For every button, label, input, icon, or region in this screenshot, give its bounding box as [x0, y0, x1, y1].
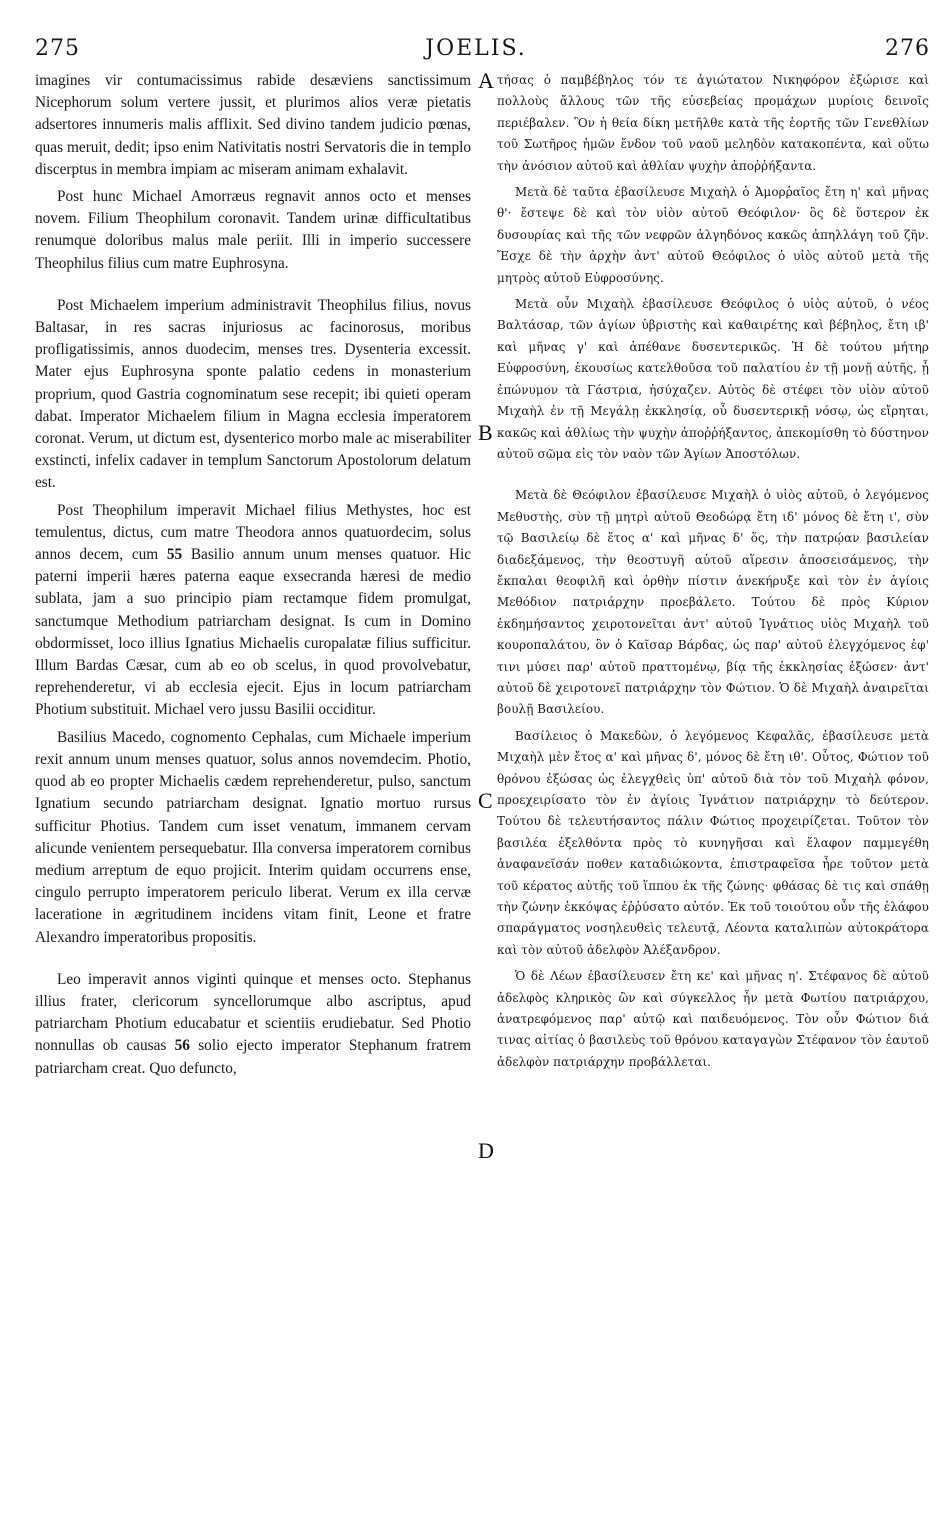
latin-text: Basilio annum unum menses quatuor. Hic paterni imperii hæres paterna eaque exsecranda hæresi de medio sublata, jam a suo principio piam rectamque fidem promulgat, sanctumque Methodium patriarcham designat. Is cum in Domino obdormisset, loco illius Ignatius Michaelis curopalatæ filius sufficitur. Illum Bardas Cæsar, cum ab eo ob scelus, in quod provolvebatur, reprehenderetur, vi ab ecclesia ejecit. Ejus in locum patriarcham Photium substituit. Michael vero jussu Basilii occiditur.	[35, 546, 471, 719]
greek-paragraph: τήσας ὁ παμβέβηλος τόν τε ἁγιώτατον Νικηφόρον ἐξώρισε καὶ πολλοὺς ἄλλους τῶν τῆς εὐσεβείας προμάχων μυρίοις δεινοῖς περιέβαλεν. Ὃν ἡ θεία δίκη μετῆλθε κατὰ τῆς ἑορτῆς τῶν Γενεθλίων τοῦ Σωτῆρος ἡμῶν ἔνδον τοῦ ναοῦ μεληδὸν κατακοπέντα, καὶ οὕτω τὴν ἀνόσιον αὐτοῦ καὶ ἀθλίαν ψυχὴν ἀποῤῥήξαντα.	[497, 73, 929, 173]
greek-paragraph: Ὁ δὲ Λέων ἐβασίλευσεν ἔτη κε' καὶ μῆνας η'. Στέφανος δὲ αὐτοῦ ἀδελφὸς κληρικὸς ὢν καὶ σύγκελλος ἦν μετὰ Φωτίου πατριάρχου, ἀνατρεφόμενος παρ' αὐτῷ καὶ παιδευόμενος. Τὸν οὖν Φώτιον διά τινας αἰτίας ὁ βασιλεὺς τοῦ θρόνου καταγαγὼν Στέφανον τὸν ἑαυτοῦ ἀδελφὸν πατριάρχην προβάλλεται.	[497, 969, 929, 1069]
greek-column	[497, 70, 929, 1520]
left-page-number: 275	[35, 36, 80, 61]
latin-text: Leo imperavit annos viginti quinque et menses octo. Stephanus illius frater, clericorum syncellorumque albo ascriptus, apud patriarcham Photium educabatur et scientiis erudiebatur. Sed Photio nonnullas ob causas	[35, 970, 471, 1055]
latin-text: Post Theophilum imperavit Michael filius Methystes, hoc est temulentus, dictus, cum matre Theodora annos quatuordecim, solus annos decem, cum	[35, 501, 471, 564]
section-marker-b: B	[478, 420, 493, 445]
section-marker-a: A	[478, 68, 494, 93]
latin-paragraph: Post Michaelem imperium administravit Theophilus filius, novus Baltasar, in res sacras injuriosus ac facinorosus, moribus profligatissimis, annos duodecim, menses tres. Dysenteria excessit. Mater ejus Euphrosyna sponte palatio cedens in monasterium proprium, quod Gastria cognominatum sese recepit; ibi quieti operam dabat. Imperator Michaelem filium in Magna ecclesia imperatorem coronat. Verum, ut dictum est, dysenterico morbo male ac miserabiliter exstincti, infelix cadaver in templum Sanctorum Apostolorum delatum est.	[35, 296, 471, 492]
section-marker-c: C	[478, 788, 493, 813]
latin-paragraph	[35, 969, 471, 1080]
section-marker-d: D	[478, 1138, 494, 1163]
greek-paragraph: Βασίλειος ὁ Μακεδὼν, ὁ λεγόμενος Κεφαλᾶς, ἐβασίλευσε μετὰ Μιχαὴλ μὲν ἔτος α' καὶ μῆνας δ', μόνος δὲ ἔτη ιθ'. Οὗτος, Φώτιον τοῦ θρόνου ἐξώσας ὡς ἐλεγχθεὶς ὑπ' αὐτοῦ διὰ τὸν τοῦ Μιχαὴλ φόνον, προεχειρίσατο τὸν ἐν ἁγίοις Ἰγνάτιον πατριάρχην τὸ δεύτερον. Τούτου δὲ τελευτήσαντος πάλιν Φώτιος προχειρίζεται. Τοῦτον τὸν βασιλέα ἐξελθόντα πρὸς τὸ κυνηγῆσαι καὶ ἔλαφον παμμεγέθη ἀναφανεῖσάν ποθεν καταδιώκοντα, ἐπιστραφεῖσα ἦρε τοῦτον μετὰ τοῦ κέρατος αὐτῆς τοῦ ἵππου ἐκ τῆς ζώνης· φθάσας δὲ τις καὶ σπάθῃ τὴν ζώνην ἐκκόψας ἐῤῥύσατο αὐτόν. Ἐκ τοῦ τοιούτου οὖν τῆς ἐλάφου σπαράγματος νοσηλευθεὶς τελευτᾷ, Λέοντα καταλιπὼν αὐτοκράτορα καὶ τὸν αὐτοῦ ἀδελφὸν Ἀλέξανδρον.	[497, 728, 929, 957]
margin-page-number: 55	[166, 546, 183, 564]
right-page-number: 276	[885, 36, 930, 61]
latin-paragraph: Post hunc Michael Amorræus regnavit annos octo et menses novem. Filium Theophilum coronavit. Tandem urinæ difficultatibus renumque doloribus malus male periit. Illi in imperio successere Theophilus filius cum matre Euphrosyna.	[35, 188, 471, 272]
latin-text: solio ejecto imperator Stephanum fratrem patriarcham creat. Quo defuncto,	[35, 1037, 471, 1077]
greek-paragraph: Μετὰ δὲ ταῦτα ἐβασίλευσε Μιχαὴλ ὁ Ἀμορῥαῖος ἔτη η' καὶ μῆνας θ'· ἔστεψε δὲ καὶ τὸν υἱὸν αὐτοῦ Θεόφιλον· ὃς δὲ ὕστερον ἐκ δυσουρίας καὶ τῆς τῶν νεφρῶν ἀλγηδόνος κακῶς ἀπηλλάγη τοῦ ζῆν. Ἔσχε δὲ τὴν ἀρχὴν ἀντ' αὐτοῦ Θεόφιλος ὁ υἱὸς αὐτοῦ μετὰ τῆς μητρὸς αὐτοῦ Εὐφροσύνης.	[497, 185, 929, 285]
greek-paragraph: Μετὰ οὖν Μιχαὴλ ἐβασίλευσε Θεόφιλος ὁ υἱὸς αὐτοῦ, ὁ νέος Βαλτάσαρ, τῶν ἁγίων ὑβριστὴς καὶ καθαιρέτης καὶ βέβηλος, ἔτη ιβ' καὶ μῆνας γ' καὶ ἀπέθανε δυσεντερικῶς. Ἡ δὲ τούτου μήτηρ Εὐφροσύνη, ἑκουσίως κατελθοῦσα τοῦ παλατίου ἐν τῇ μονῇ αὐτῆς, ᾗ ἐπώνυμον τὰ Γάστρια, ἡσύχαζεν. Αὐτὸς δὲ στέφει τὸν υἱὸν αὐτοῦ Μιχαὴλ ἐν τῇ Μεγάλῃ ἐκκλησίᾳ, οὗ δυσεντερικῇ νόσῳ, ὡς εἴρηται, κακῶς καὶ ἀθλίως τὴν ψυχὴν ἀποῤῥήξαντος, ἀπεκομίσθη τὸ δύστηνον αὐτοῦ σῶμα εἰς τὸν ναὸν τῶν Ἁγίων Ἀποστόλων.	[497, 297, 929, 461]
running-title: JOELIS.	[425, 36, 527, 61]
latin-column	[35, 70, 471, 1520]
latin-paragraph	[35, 500, 471, 722]
latin-paragraph: imagines vir contumacissimus rabide desæviens sanctissimum Nicephorum solum vertere jussit, et plurimos alios veræ pietatis adsertores innumeris malis afflixit. Sed divino tandem judicio pœnas, quas meruit, dedit; ipso enim Nativitatis nostri Servatoris die in templo discerptus in membra impiam ac miseram animam exhalavit.	[35, 72, 471, 178]
margin-page-number: 56	[174, 1037, 190, 1055]
latin-paragraph: Basilius Macedo, cognomento Cephalas, cum Michaele imperium rexit annum unum menses quatuor, solus annos novemdecim. Photio, quod ab eo propter Michaelis cædem reprehenderetur, pulso, sanctum Ignatium secundo patriarcham designat. Ignatio mortuo rursus sufficitur Photius. Tandem cum isset venatum, immanem cervam alicunde venientem persequebatur. Illa conversa imperatorem cornibus medium arreptum de equo projicit. Interim quidam occurrens ense, cingulo perrupto imperatorem periculo liberat. Verum ex illa cervæ laceratione in ægritudinem incidens vitam finit, Leone et fratre Alexandro imperatoribus propositis.	[35, 728, 471, 946]
page-header	[0, 0, 952, 60]
greek-paragraph: Μετὰ δὲ Θεόφιλον ἐβασίλευσε Μιχαὴλ ὁ υἱὸς αὐτοῦ, ὁ λεγόμενος Μεθυστὴς, σὺν τῇ μητρὶ αὐτοῦ Θεοδώρᾳ ἔτη ιδ' μόνος δὲ ἔτη ι', σὺν τῷ Βασιλείῳ δὲ ἔτος α' καὶ μῆνας δ' ὅς, τὴν πατρῴαν βασιλείαν διαδεξάμενος, τὴν θεοστυγῆ αὐτοῦ αἵρεσιν ἀποσεισάμενος, τὴν ἔκπαλαι θεοφιλῆ καὶ ὀρθὴν πίστιν ἀνεκήρυξε καὶ τὸν ἐν ἁγίοις Μεθόδιον πατριάρχην προεβάλετο. Τούτου δὲ πρὸς Κύριον ἐκδημήσαντος χειροτονεῖται ἀντ' αὐτοῦ Ἰγνάτιος υἱὸς Μιχαὴλ τοῦ κουροπαλάτου, ὃν ὁ Καῖσαρ Βάρδας, ὡς παρ' αὐτοῦ ἐλεγχόμενος ἐφ' τινι μύσει παρ' αὐτοῦ πραττομένῳ, βίᾳ τῆς ἐκκλησίας ἐξώσεν· ἀντ' αὐτοῦ δὲ χειροτονεῖ πατριάρχην τὸν Φώτιον. Ὁ δὲ Μιχαὴλ ἀναιρεῖται βουλῇ Βασιλείου.	[497, 488, 929, 717]
